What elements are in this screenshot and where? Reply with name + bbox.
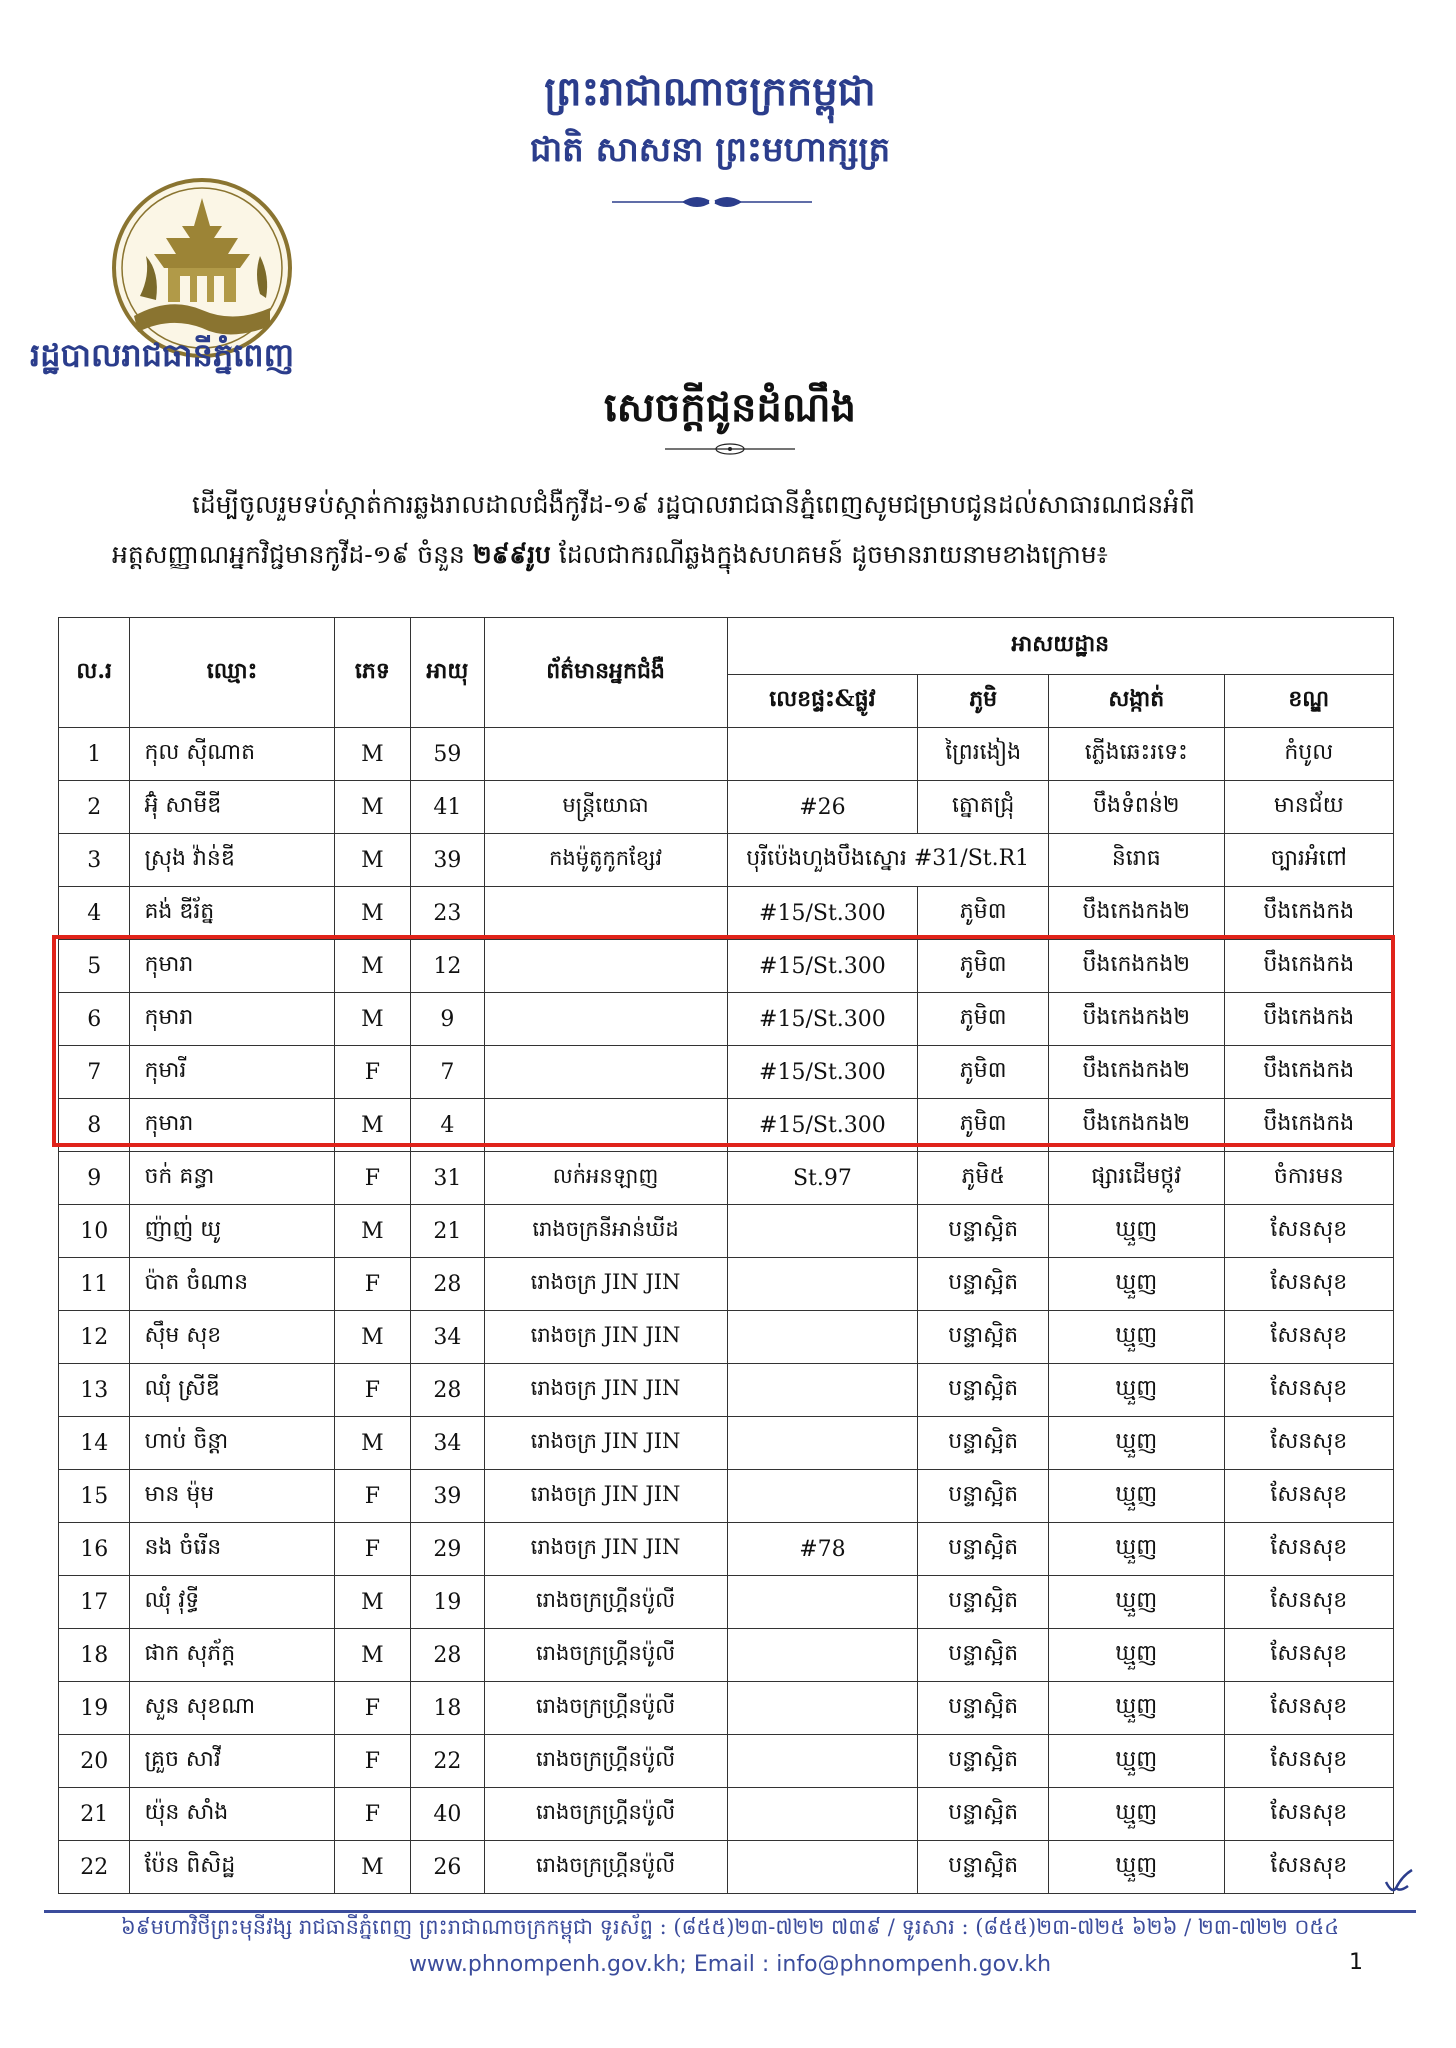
cell-commune: ភ្លើងឆេះរទេះ bbox=[1048, 728, 1224, 781]
table-row bbox=[59, 993, 1394, 1046]
cell-name: កុមារា bbox=[130, 1099, 334, 1152]
cell-village: ត្នោតជ្រុំ bbox=[918, 781, 1049, 834]
table-row bbox=[59, 1364, 1394, 1417]
cell-no: 2 bbox=[59, 781, 130, 834]
cell-sex: M bbox=[334, 940, 411, 993]
cell-no: 13 bbox=[59, 1364, 130, 1417]
cell-name: កុមារា bbox=[130, 940, 334, 993]
case-count: ២៩៩រូប bbox=[472, 540, 551, 569]
cell-village: ភូមិ៣ bbox=[918, 940, 1049, 993]
cell-name: កុល ស៊ីណាត bbox=[130, 728, 334, 781]
cell-commune: បឹងកេងកង២ bbox=[1048, 993, 1224, 1046]
cell-name: ប៉ាត ចំណាន bbox=[130, 1258, 334, 1311]
table-row bbox=[59, 1152, 1394, 1205]
cell-district: សែនសុខ bbox=[1224, 1470, 1393, 1523]
cell-village: ភូមិ៣ bbox=[918, 887, 1049, 940]
cell-house: #78 bbox=[727, 1523, 918, 1576]
cell-commune: បឹងកេងកង២ bbox=[1048, 887, 1224, 940]
header-info: ព័ត៌មានអ្នកជំងឺ bbox=[484, 618, 727, 728]
cell-no: 8 bbox=[59, 1099, 130, 1152]
cell-info: រោងចក្រហ្គ្រីនប៉ូលី bbox=[484, 1682, 727, 1735]
cell-age: 29 bbox=[411, 1523, 484, 1576]
cell-district: សែនសុខ bbox=[1224, 1311, 1393, 1364]
table-row bbox=[59, 1046, 1394, 1099]
cell-no: 4 bbox=[59, 887, 130, 940]
cell-village: បន្ទាស្អិត bbox=[918, 1682, 1049, 1735]
cell-house: #15/St.300 bbox=[727, 1046, 918, 1099]
cell-info bbox=[484, 993, 727, 1046]
cell-village: ព្រៃរងៀង bbox=[918, 728, 1049, 781]
header-address: អាសយដ្ឋាន bbox=[727, 618, 1394, 675]
cell-age: 39 bbox=[411, 1470, 484, 1523]
cell-house bbox=[727, 1364, 918, 1417]
cell-commune: ផ្សារដើមថ្កូវ bbox=[1048, 1152, 1224, 1205]
cell-house: St.97 bbox=[727, 1152, 918, 1205]
table-row bbox=[59, 1841, 1394, 1894]
cell-village: បន្ទាស្អិត bbox=[918, 1788, 1049, 1841]
table-row bbox=[59, 1205, 1394, 1258]
table-row bbox=[59, 940, 1394, 993]
cell-district: សែនសុខ bbox=[1224, 1258, 1393, 1311]
cell-commune: បឹងកេងកង២ bbox=[1048, 940, 1224, 993]
cell-village: បន្ទាស្អិត bbox=[918, 1576, 1049, 1629]
cell-village: បន្ទាស្អិត bbox=[918, 1735, 1049, 1788]
divider-ornament-icon bbox=[612, 190, 812, 214]
table-row bbox=[59, 728, 1394, 781]
intro-line-1: ដើម្បីចូលរួមទប់ស្កាត់ការឆ្លងរាលដាលជំងឺកូវីដ-១៩ រដ្ឋបាលរាជធានីភ្នំពេញសូមជម្រាបជូនដល់សាធារណជនអំពី bbox=[192, 490, 1195, 519]
table-row bbox=[59, 1576, 1394, 1629]
cell-house bbox=[727, 1788, 918, 1841]
cell-village: ភូមិ៣ bbox=[918, 1046, 1049, 1099]
cell-village: បន្ទាស្អិត bbox=[918, 1205, 1049, 1258]
cell-commune: ឃ្មួញ bbox=[1048, 1629, 1224, 1682]
cell-name: នង ចំរើន bbox=[130, 1523, 334, 1576]
cell-district: បឹងកេងកង bbox=[1224, 887, 1393, 940]
footer-web-email: www.phnompenh.gov.kh; Email : info@phnompenh.gov.kh bbox=[408, 1952, 1052, 1977]
cell-no: 7 bbox=[59, 1046, 130, 1099]
cell-district: ចំការមន bbox=[1224, 1152, 1393, 1205]
cell-house bbox=[727, 1576, 918, 1629]
cell-sex: M bbox=[334, 728, 411, 781]
table-row bbox=[59, 1417, 1394, 1470]
cell-commune: បឹងទំពន់២ bbox=[1048, 781, 1224, 834]
title-ornament-icon bbox=[665, 440, 795, 458]
cell-district: បឹងកេងកង bbox=[1224, 940, 1393, 993]
cell-house bbox=[727, 1841, 918, 1894]
cell-commune: ឃ្មួញ bbox=[1048, 1311, 1224, 1364]
cell-village: បន្ទាស្អិត bbox=[918, 1470, 1049, 1523]
cell-village: ភូមិ៣ bbox=[918, 1099, 1049, 1152]
cell-no: 9 bbox=[59, 1152, 130, 1205]
cell-info: រោងចក្រ JIN JIN bbox=[484, 1311, 727, 1364]
cell-name: អ៊ុំ សាមីឌី bbox=[130, 781, 334, 834]
cell-no: 20 bbox=[59, 1735, 130, 1788]
cell-no: 3 bbox=[59, 834, 130, 887]
cell-age: 41 bbox=[411, 781, 484, 834]
table-row bbox=[59, 1470, 1394, 1523]
cell-sex: F bbox=[334, 1788, 411, 1841]
cell-info: រោងចក្រ JIN JIN bbox=[484, 1470, 727, 1523]
initial-mark-icon bbox=[1382, 1868, 1416, 1896]
cell-district: សែនសុខ bbox=[1224, 1841, 1393, 1894]
cell-sex: F bbox=[334, 1364, 411, 1417]
cell-info: កងម៉ូតូកូកខ្សែវ bbox=[484, 834, 727, 887]
cell-house bbox=[727, 1735, 918, 1788]
header-house: លេខផ្ទះ&ផ្លូវ bbox=[727, 675, 918, 728]
cell-info bbox=[484, 940, 727, 993]
cell-age: 23 bbox=[411, 887, 484, 940]
cell-info: រោងចក្រ JIN JIN bbox=[484, 1258, 727, 1311]
cell-sex: F bbox=[334, 1735, 411, 1788]
header-sex: ភេទ bbox=[334, 618, 411, 728]
cell-no: 12 bbox=[59, 1311, 130, 1364]
cell-house: #26 bbox=[727, 781, 918, 834]
cell-no: 16 bbox=[59, 1523, 130, 1576]
cell-no: 11 bbox=[59, 1258, 130, 1311]
cell-house: #15/St.300 bbox=[727, 993, 918, 1046]
cell-info: មន្ត្រីយោធា bbox=[484, 781, 727, 834]
cell-sex: F bbox=[334, 1152, 411, 1205]
table-row bbox=[59, 1099, 1394, 1152]
cell-house bbox=[727, 1629, 918, 1682]
cell-age: 7 bbox=[411, 1046, 484, 1099]
cell-commune: ឃ្មួញ bbox=[1048, 1417, 1224, 1470]
table-row bbox=[59, 1682, 1394, 1735]
cell-info bbox=[484, 1099, 727, 1152]
cell-no: 6 bbox=[59, 993, 130, 1046]
cell-sex: M bbox=[334, 1311, 411, 1364]
cell-district: បឹងកេងកង bbox=[1224, 1046, 1393, 1099]
cell-no: 15 bbox=[59, 1470, 130, 1523]
header-district: ខណ្ឌ bbox=[1224, 675, 1393, 728]
table-row bbox=[59, 1735, 1394, 1788]
cell-commune: ឃ្មួញ bbox=[1048, 1576, 1224, 1629]
table-row bbox=[59, 1258, 1394, 1311]
cell-age: 4 bbox=[411, 1099, 484, 1152]
intro-line-2: អត្តសញ្ញាណអ្នកវិជ្ជមានកូវីដ-១៩ ចំនួន ២៩៩រូប ដែលជាករណីឆ្លងក្នុងសហគមន៍ ដូចមានរាយនាមខាងក្រោម៖ bbox=[112, 540, 1108, 569]
cell-no: 21 bbox=[59, 1788, 130, 1841]
cell-no: 19 bbox=[59, 1682, 130, 1735]
cell-info: រោងចក្រ JIN JIN bbox=[484, 1364, 727, 1417]
notice-title: សេចក្តីជូនដំណឹង bbox=[604, 384, 856, 431]
cell-age: 18 bbox=[411, 1682, 484, 1735]
intro-paragraph bbox=[112, 480, 1372, 580]
seal-emblem-icon bbox=[110, 176, 294, 360]
cell-village: ភូមិ៥ bbox=[918, 1152, 1049, 1205]
cell-age: 26 bbox=[411, 1841, 484, 1894]
cell-info bbox=[484, 887, 727, 940]
cell-sex: M bbox=[334, 1099, 411, 1152]
cell-age: 12 bbox=[411, 940, 484, 993]
cell-no: 10 bbox=[59, 1205, 130, 1258]
cell-name: ឈុំ វុទ្ធី bbox=[130, 1576, 334, 1629]
header-village: ភូមិ bbox=[918, 675, 1049, 728]
cell-name: ប៉ែន ពិសិដ្ឋ bbox=[130, 1841, 334, 1894]
cell-house: បុរីប៉េងហួងបឹងស្នោរ #31/St.R1 bbox=[727, 834, 1048, 887]
header-no: ល.រ bbox=[59, 618, 130, 728]
header-age: អាយុ bbox=[411, 618, 484, 728]
cell-name: សួន សុខណា bbox=[130, 1682, 334, 1735]
cell-sex: M bbox=[334, 1576, 411, 1629]
cell-info: រោងចក្រ JIN JIN bbox=[484, 1417, 727, 1470]
cell-sex: M bbox=[334, 781, 411, 834]
cell-no: 5 bbox=[59, 940, 130, 993]
cell-house bbox=[727, 1311, 918, 1364]
table-row bbox=[59, 1523, 1394, 1576]
cell-name: កុមារា bbox=[130, 993, 334, 1046]
table-row bbox=[59, 834, 1394, 887]
cell-age: 22 bbox=[411, 1735, 484, 1788]
cell-sex: F bbox=[334, 1682, 411, 1735]
cell-sex: F bbox=[334, 1470, 411, 1523]
cell-no: 1 bbox=[59, 728, 130, 781]
cell-name: គ្រួច សាវី bbox=[130, 1735, 334, 1788]
cell-sex: F bbox=[334, 1046, 411, 1099]
cell-no: 18 bbox=[59, 1629, 130, 1682]
cell-age: 59 bbox=[411, 728, 484, 781]
cell-no: 22 bbox=[59, 1841, 130, 1894]
cell-commune: បឹងកេងកង២ bbox=[1048, 1046, 1224, 1099]
cell-info bbox=[484, 1046, 727, 1099]
cell-village: បន្ទាស្អិត bbox=[918, 1417, 1049, 1470]
cell-age: 31 bbox=[411, 1152, 484, 1205]
cell-district: សែនសុខ bbox=[1224, 1788, 1393, 1841]
cell-sex: M bbox=[334, 1841, 411, 1894]
cell-village: ភូមិ៣ bbox=[918, 993, 1049, 1046]
cell-house bbox=[727, 1682, 918, 1735]
header-name: ឈ្មោះ bbox=[130, 618, 334, 728]
cell-district: សែនសុខ bbox=[1224, 1735, 1393, 1788]
kingdom-motto: ជាតិ សាសនា ព្រះមហាក្សត្រ bbox=[529, 130, 891, 170]
cell-age: 40 bbox=[411, 1788, 484, 1841]
table-row bbox=[59, 1788, 1394, 1841]
cell-house: #15/St.300 bbox=[727, 887, 918, 940]
cell-district: បឹងកេងកង bbox=[1224, 993, 1393, 1046]
cell-house: #15/St.300 bbox=[727, 940, 918, 993]
cell-district: សែនសុខ bbox=[1224, 1364, 1393, 1417]
cell-age: 28 bbox=[411, 1364, 484, 1417]
table-body bbox=[59, 728, 1394, 1894]
cell-age: 9 bbox=[411, 993, 484, 1046]
cell-name: ហាប់ ចិន្តា bbox=[130, 1417, 334, 1470]
cell-commune: ឃ្មួញ bbox=[1048, 1364, 1224, 1417]
cell-village: បន្ទាស្អិត bbox=[918, 1841, 1049, 1894]
cases-table bbox=[58, 617, 1394, 1894]
cell-sex: F bbox=[334, 1258, 411, 1311]
cell-name: គង់ ឌីរ័ត្ន bbox=[130, 887, 334, 940]
cell-sex: M bbox=[334, 834, 411, 887]
cell-sex: F bbox=[334, 1523, 411, 1576]
cell-village: បន្ទាស្អិត bbox=[918, 1311, 1049, 1364]
cell-district: កំបូល bbox=[1224, 728, 1393, 781]
cell-age: 39 bbox=[411, 834, 484, 887]
page-number: 1 bbox=[1349, 1950, 1363, 1975]
cell-info bbox=[484, 728, 727, 781]
cell-district: សែនសុខ bbox=[1224, 1205, 1393, 1258]
cell-district: សែនសុខ bbox=[1224, 1629, 1393, 1682]
cell-info: រោងចក្រហ្គ្រីនប៉ូលី bbox=[484, 1841, 727, 1894]
cell-age: 34 bbox=[411, 1311, 484, 1364]
cell-sex: M bbox=[334, 1629, 411, 1682]
cell-info: រោងចក្រនីអាន់ឃីដ bbox=[484, 1205, 727, 1258]
cell-sex: M bbox=[334, 1417, 411, 1470]
cell-info: រោងចក្រហ្គ្រីនប៉ូលី bbox=[484, 1629, 727, 1682]
table-row bbox=[59, 1311, 1394, 1364]
cell-village: បន្ទាស្អិត bbox=[918, 1258, 1049, 1311]
cell-district: សែនសុខ bbox=[1224, 1417, 1393, 1470]
cell-commune: បឹងកេងកង២ bbox=[1048, 1099, 1224, 1152]
cell-village: បន្ទាស្អិត bbox=[918, 1629, 1049, 1682]
footer-address: ៦៩មហាវិថីព្រះមុនីវង្ស រាជធានីភ្នំពេញ ព្រះរាជាណាចក្រកម្ពុជា ទូរស័ព្ទ : (៨៥៥)២៣-៧២២ ៧៣៩ / ទូរសារ : (៨៥៥)២៣-៧២៥ ៦២៦ / ២៣-៧២២ ០៥៤ bbox=[120, 1915, 1340, 1939]
cell-age: 19 bbox=[411, 1576, 484, 1629]
cell-info: រោងចក្រហ្គ្រីនប៉ូលី bbox=[484, 1576, 727, 1629]
cell-house bbox=[727, 1417, 918, 1470]
cell-district: បឹងកេងកង bbox=[1224, 1099, 1393, 1152]
cell-name: ស៊ឹម សុខ bbox=[130, 1311, 334, 1364]
cell-sex: M bbox=[334, 1205, 411, 1258]
cell-name: ចក់ គន្ធា bbox=[130, 1152, 334, 1205]
table-row bbox=[59, 1629, 1394, 1682]
cell-commune: ឃ្មួញ bbox=[1048, 1735, 1224, 1788]
table-row bbox=[59, 887, 1394, 940]
cell-district: សែនសុខ bbox=[1224, 1576, 1393, 1629]
cell-age: 34 bbox=[411, 1417, 484, 1470]
cell-house bbox=[727, 1205, 918, 1258]
cell-sex: M bbox=[334, 993, 411, 1046]
cell-info: រោងចក្រហ្គ្រីនប៉ូលី bbox=[484, 1788, 727, 1841]
cell-info: រោងចក្រ JIN JIN bbox=[484, 1523, 727, 1576]
cell-sex: M bbox=[334, 887, 411, 940]
cell-village: បន្ទាស្អិត bbox=[918, 1364, 1049, 1417]
kingdom-title: ព្រះរាជាណាចក្រកម្ពុជា bbox=[544, 68, 876, 115]
cell-house bbox=[727, 1258, 918, 1311]
cell-info: លក់អនឡាញ bbox=[484, 1152, 727, 1205]
cell-name: មាន ម៉ុម bbox=[130, 1470, 334, 1523]
footer-rule bbox=[44, 1910, 1416, 1913]
cell-name: ឈុំ ស្រីឌី bbox=[130, 1364, 334, 1417]
cell-name: ញ៉ាញ់ យូ bbox=[130, 1205, 334, 1258]
cell-district: សែនសុខ bbox=[1224, 1682, 1393, 1735]
cell-house bbox=[727, 1470, 918, 1523]
cell-house bbox=[727, 728, 918, 781]
cell-commune: ឃ្មួញ bbox=[1048, 1470, 1224, 1523]
cell-commune: ឃ្មួញ bbox=[1048, 1258, 1224, 1311]
cell-commune: ឃ្មួញ bbox=[1048, 1841, 1224, 1894]
cell-name: យ៉ុន សាំង bbox=[130, 1788, 334, 1841]
cell-village: បន្ទាស្អិត bbox=[918, 1523, 1049, 1576]
cell-no: 17 bbox=[59, 1576, 130, 1629]
cell-age: 28 bbox=[411, 1258, 484, 1311]
cell-commune: ឃ្មួញ bbox=[1048, 1523, 1224, 1576]
cell-age: 28 bbox=[411, 1629, 484, 1682]
cell-commune: ឃ្មួញ bbox=[1048, 1682, 1224, 1735]
cell-commune: និរោធ bbox=[1048, 834, 1224, 887]
table-row bbox=[59, 781, 1394, 834]
header-commune: សង្កាត់ bbox=[1048, 675, 1224, 728]
cell-commune: ឃ្មួញ bbox=[1048, 1205, 1224, 1258]
cell-name: ស្រុង វ៉ាន់ឌី bbox=[130, 834, 334, 887]
cell-no: 14 bbox=[59, 1417, 130, 1470]
cell-name: ផាក សុភ័ក្ត bbox=[130, 1629, 334, 1682]
cell-name: កុមារី bbox=[130, 1046, 334, 1099]
cell-commune: ឃ្មួញ bbox=[1048, 1788, 1224, 1841]
city-administration-name: រដ្ឋបាលរាជធានីភ្នំពេញ bbox=[30, 336, 295, 374]
cell-district: ច្បារអំពៅ bbox=[1224, 834, 1393, 887]
cell-district: សែនសុខ bbox=[1224, 1523, 1393, 1576]
cell-house: #15/St.300 bbox=[727, 1099, 918, 1152]
cell-district: មានជ័យ bbox=[1224, 781, 1393, 834]
cell-age: 21 bbox=[411, 1205, 484, 1258]
cell-info: រោងចក្រហ្គ្រីនប៉ូលី bbox=[484, 1735, 727, 1788]
